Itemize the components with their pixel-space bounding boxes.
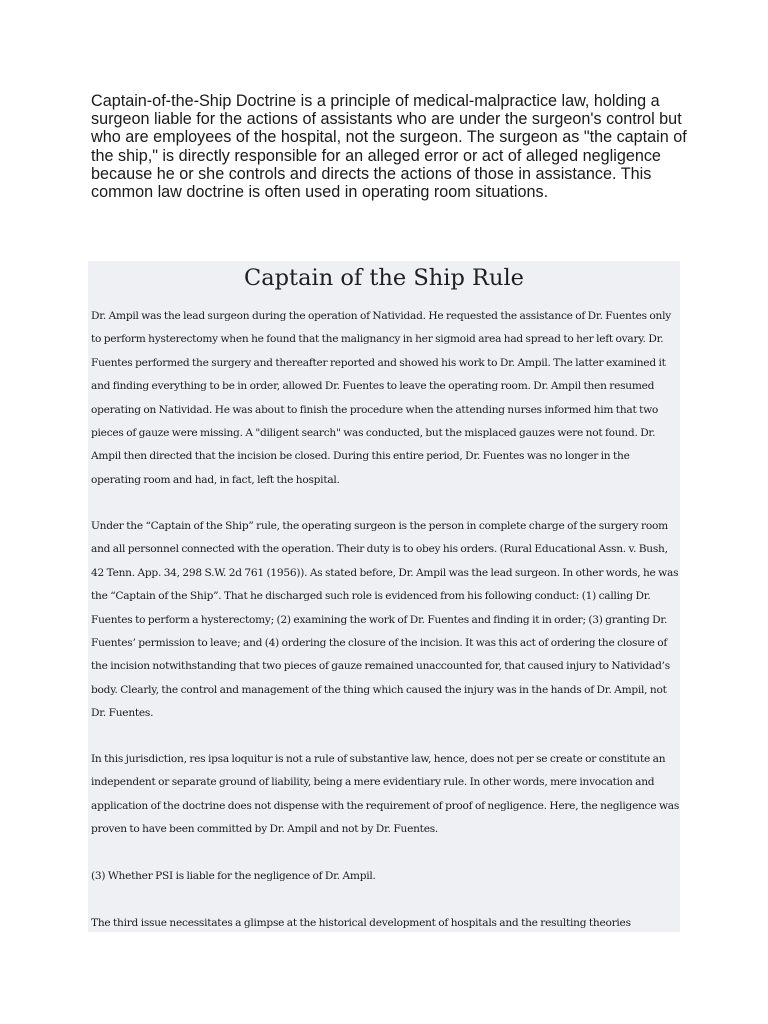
excerpt-paragraph: Under the “Captain of the Ship” rule, the operating surgeon is the person in complete charge of the surgery room and all personnel connected with the operation. Their duty is to obey his orders. (Rural Educational Assn. v. Bush, 42 Tenn. App. 34, 298 S.W. 2d 761 (1956)). As stated before, Dr. Ampil was the lead surgeon. In other words, he was the “Captain of the Ship”. That he discharged such role is evidenced from his following conduct: (1) calling Dr. Fuentes to perform a hysterectomy; (2) examining the work of Dr. Fuentes and finding it in order; (3) granting Dr. Fuentes’ permission to leave; and (4) ordering the closure of the incision. It was this act of ordering the closure of the incision notwithstanding that two pieces of gauze remained unaccounted for, that caused injury to Natividad’s body. Clearly, the control and management of the thing which caused the injury was in the hands of Dr. Ampil, not Dr. Fuentes. [91,520,679,720]
excerpt-panel [88,261,680,932]
excerpt-paragraph: Dr. Ampil was the lead surgeon during the operation of Natividad. He requested the assistance of Dr. Fuentes only to perform hysterectomy when he found that the malignancy in her sigmoid area had spread to her left ovary. Dr. Fuentes performed the surgery and thereafter reported and showed his work to Dr. Ampil. The latter examined it and finding everything to be in order, allowed Dr. Fuentes to leave the operating room. Dr. Ampil then resumed operating on Natividad. He was about to finish the procedure when the attending nurses informed him that two pieces of gauze were missing. A "diligent search" was conducted, but the misplaced gauzes were not found. Dr. Ampil then directed that the incision be closed. During this entire period, Dr. Fuentes was no longer in the operating room and had, in fact, left the hospital. [91,310,671,486]
excerpt-paragraph: (3) Whether PSI is liable for the negligence of Dr. Ampil. [91,870,376,882]
excerpt-paragraph: In this jurisdiction, res ipsa loquitur is not a rule of substantive law, hence, does not per se create or constitute an independent or separate ground of liability, being a mere evidentiary rule. In other words, mere invocation and application of the doctrine does not dispense with the requirement of proof of negligence. Here, the negligence was proven to have been committed by Dr. Ampil and not by Dr. Fuentes. [91,753,680,836]
excerpt-title: Captain of the Ship Rule [244,265,524,291]
intro-paragraph: Captain-of-the-Ship Doctrine is a principle of medical-malpractice law, holding a surgeon liable for the actions of assistants who are under the surgeon's control but who are employees of the hospital, not the surgeon. The surgeon as "the captain of the ship," is directly responsible for an alleged error or act of alleged negligence because he or she controls and directs the actions of those in assistance. This common law doctrine is often used in operating room situations. [91,92,687,202]
excerpt-paragraph: The third issue necessitates a glimpse at the historical development of hospitals and the resulting theories [91,917,631,929]
